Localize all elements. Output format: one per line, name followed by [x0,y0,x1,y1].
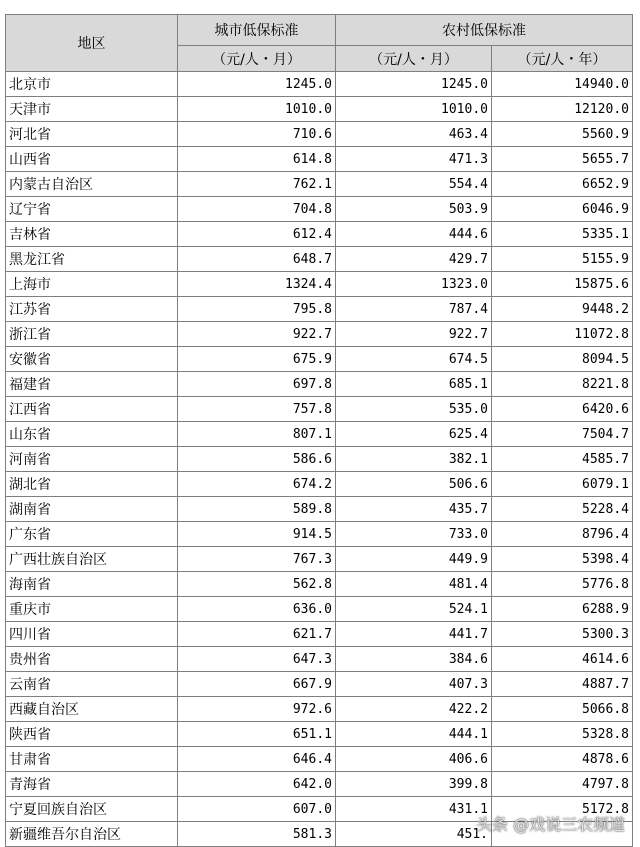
rural-yearly-standard-cell: 15875.6 [492,272,633,297]
rural-monthly-standard-cell: 625.4 [336,422,492,447]
urban-standard-cell: 667.9 [178,672,336,697]
table-row [6,697,633,722]
region-cell: 广西壮族自治区 [6,547,178,572]
region-cell: 湖南省 [6,497,178,522]
urban-standard-cell: 646.4 [178,747,336,772]
rural-yearly-standard-cell: 9448.2 [492,297,633,322]
rural-yearly-standard-cell: 5066.8 [492,697,633,722]
region-cell: 内蒙古自治区 [6,172,178,197]
region-cell: 山东省 [6,422,178,447]
urban-standard-cell: 704.8 [178,197,336,222]
header-rural: 农村低保标准 [336,15,633,46]
urban-standard-cell: 648.7 [178,247,336,272]
table-body [6,72,633,847]
region-cell: 天津市 [6,97,178,122]
region-cell: 湖北省 [6,472,178,497]
rural-yearly-standard-cell: 5335.1 [492,222,633,247]
region-cell: 河南省 [6,447,178,472]
urban-standard-cell: 586.6 [178,447,336,472]
urban-standard-cell: 795.8 [178,297,336,322]
rural-monthly-standard-cell: 429.7 [336,247,492,272]
rural-yearly-standard-cell: 4797.8 [492,772,633,797]
urban-standard-cell: 589.8 [178,497,336,522]
region-cell: 浙江省 [6,322,178,347]
table-row [6,622,633,647]
table-row [6,747,633,772]
table-row [6,497,633,522]
table-row [6,272,633,297]
header-rural-year-unit: （元/人・年） [492,46,633,72]
region-cell: 广东省 [6,522,178,547]
region-cell: 海南省 [6,572,178,597]
rural-yearly-standard-cell: 5172.8 [492,797,633,822]
table-row [6,72,633,97]
rural-monthly-standard-cell: 1010.0 [336,97,492,122]
region-cell: 安徽省 [6,347,178,372]
urban-standard-cell: 807.1 [178,422,336,447]
table-row [6,572,633,597]
urban-standard-cell: 914.5 [178,522,336,547]
table-row [6,472,633,497]
watermark: 头条 @戏说三农频道 [476,815,626,834]
region-cell: 辽宁省 [6,197,178,222]
table-row [6,347,633,372]
rural-monthly-standard-cell: 506.6 [336,472,492,497]
table-row [6,247,633,272]
table-row [6,122,633,147]
table-row [6,297,633,322]
region-cell: 上海市 [6,272,178,297]
table-row [6,197,633,222]
rural-monthly-standard-cell: 787.4 [336,297,492,322]
region-cell: 重庆市 [6,597,178,622]
urban-standard-cell: 562.8 [178,572,336,597]
region-cell: 宁夏回族自治区 [6,797,178,822]
urban-standard-cell: 647.3 [178,647,336,672]
rural-monthly-standard-cell: 554.4 [336,172,492,197]
urban-standard-cell: 972.6 [178,697,336,722]
rural-monthly-standard-cell: 1323.0 [336,272,492,297]
rural-yearly-standard-cell: 5560.9 [492,122,633,147]
rural-yearly-standard-cell: 4585.7 [492,447,633,472]
urban-standard-cell: 922.7 [178,322,336,347]
table-row [6,597,633,622]
table-row [6,647,633,672]
urban-standard-cell: 642.0 [178,772,336,797]
rural-yearly-standard-cell: 11072.8 [492,322,633,347]
urban-standard-cell: 762.1 [178,172,336,197]
rural-monthly-standard-cell: 449.9 [336,547,492,572]
table-row [6,322,633,347]
rural-monthly-standard-cell: 471.3 [336,147,492,172]
urban-standard-cell: 636.0 [178,597,336,622]
rural-yearly-standard-cell: 4878.6 [492,747,633,772]
region-cell: 贵州省 [6,647,178,672]
rural-yearly-standard-cell: 6652.9 [492,172,633,197]
urban-standard-cell: 607.0 [178,797,336,822]
header-urban-unit: （元/人・月） [178,46,336,72]
urban-standard-cell: 1010.0 [178,97,336,122]
region-cell: 北京市 [6,72,178,97]
region-cell: 黑龙江省 [6,247,178,272]
region-cell: 福建省 [6,372,178,397]
region-cell: 云南省 [6,672,178,697]
table-row [6,722,633,747]
rural-monthly-standard-cell: 382.1 [336,447,492,472]
urban-standard-cell: 710.6 [178,122,336,147]
rural-monthly-standard-cell: 399.8 [336,772,492,797]
rural-yearly-standard-cell: 6046.9 [492,197,633,222]
rural-yearly-standard-cell: 5655.7 [492,147,633,172]
rural-monthly-standard-cell: 384.6 [336,647,492,672]
rural-yearly-standard-cell: 14940.0 [492,72,633,97]
urban-standard-cell: 757.8 [178,397,336,422]
rural-monthly-standard-cell: 444.6 [336,222,492,247]
rural-yearly-standard-cell: 5398.4 [492,547,633,572]
rural-monthly-standard-cell: 685.1 [336,372,492,397]
region-cell: 吉林省 [6,222,178,247]
rural-monthly-standard-cell: 407.3 [336,672,492,697]
rural-yearly-standard-cell: 6288.9 [492,597,633,622]
subsistence-allowance-table [5,14,633,847]
rural-monthly-standard-cell: 444.1 [336,722,492,747]
rural-yearly-standard-cell: 5300.3 [492,622,633,647]
urban-standard-cell: 767.3 [178,547,336,572]
urban-standard-cell: 651.1 [178,722,336,747]
table-row [6,447,633,472]
rural-monthly-standard-cell: 503.9 [336,197,492,222]
urban-standard-cell: 1245.0 [178,72,336,97]
rural-yearly-standard-cell: 5776.8 [492,572,633,597]
rural-yearly-standard-cell: 5228.4 [492,497,633,522]
rural-yearly-standard-cell: 7504.7 [492,422,633,447]
urban-standard-cell: 614.8 [178,147,336,172]
region-cell: 西藏自治区 [6,697,178,722]
rural-monthly-standard-cell: 733.0 [336,522,492,547]
urban-standard-cell: 581.3 [178,822,336,847]
region-cell: 河北省 [6,122,178,147]
region-cell: 山西省 [6,147,178,172]
table-row [6,397,633,422]
table-row [6,97,633,122]
table-row [6,222,633,247]
rural-monthly-standard-cell: 535.0 [336,397,492,422]
table-row [6,772,633,797]
table-row [6,372,633,397]
urban-standard-cell: 1324.4 [178,272,336,297]
region-cell: 青海省 [6,772,178,797]
region-cell: 四川省 [6,622,178,647]
urban-standard-cell: 697.8 [178,372,336,397]
rural-yearly-standard-cell: 12120.0 [492,97,633,122]
header-rural-month-unit: （元/人・月） [336,46,492,72]
rural-yearly-standard-cell: 6420.6 [492,397,633,422]
rural-monthly-standard-cell: 435.7 [336,497,492,522]
header-urban: 城市低保标准 [178,15,336,46]
table-row [6,422,633,447]
urban-standard-cell: 621.7 [178,622,336,647]
table-row [6,672,633,697]
rural-monthly-standard-cell: 441.7 [336,622,492,647]
header-region: 地区 [6,15,178,72]
rural-monthly-standard-cell: 451. [336,822,492,847]
rural-yearly-standard-cell: 8221.8 [492,372,633,397]
rural-yearly-standard-cell: 8094.5 [492,347,633,372]
region-cell: 陕西省 [6,722,178,747]
region-cell: 江苏省 [6,297,178,322]
urban-standard-cell: 612.4 [178,222,336,247]
rural-monthly-standard-cell: 463.4 [336,122,492,147]
table-row [6,522,633,547]
rural-monthly-standard-cell: 922.7 [336,322,492,347]
region-cell: 江西省 [6,397,178,422]
rural-monthly-standard-cell: 481.4 [336,572,492,597]
rural-yearly-standard-cell: 8796.4 [492,522,633,547]
rural-yearly-standard-cell: 6079.1 [492,472,633,497]
rural-yearly-standard-cell: 5328.8 [492,722,633,747]
rural-monthly-standard-cell: 524.1 [336,597,492,622]
rural-monthly-standard-cell: 422.2 [336,697,492,722]
region-cell: 甘肃省 [6,747,178,772]
rural-yearly-standard-cell: 5155.9 [492,247,633,272]
table-row [6,147,633,172]
rural-monthly-standard-cell: 431.1 [336,797,492,822]
rural-monthly-standard-cell: 406.6 [336,747,492,772]
region-cell: 新疆维吾尔自治区 [6,822,178,847]
table-row [6,547,633,572]
rural-yearly-standard-cell: 4614.6 [492,647,633,672]
urban-standard-cell: 675.9 [178,347,336,372]
rural-monthly-standard-cell: 1245.0 [336,72,492,97]
table-row [6,172,633,197]
rural-yearly-standard-cell: 4887.7 [492,672,633,697]
rural-monthly-standard-cell: 674.5 [336,347,492,372]
urban-standard-cell: 674.2 [178,472,336,497]
